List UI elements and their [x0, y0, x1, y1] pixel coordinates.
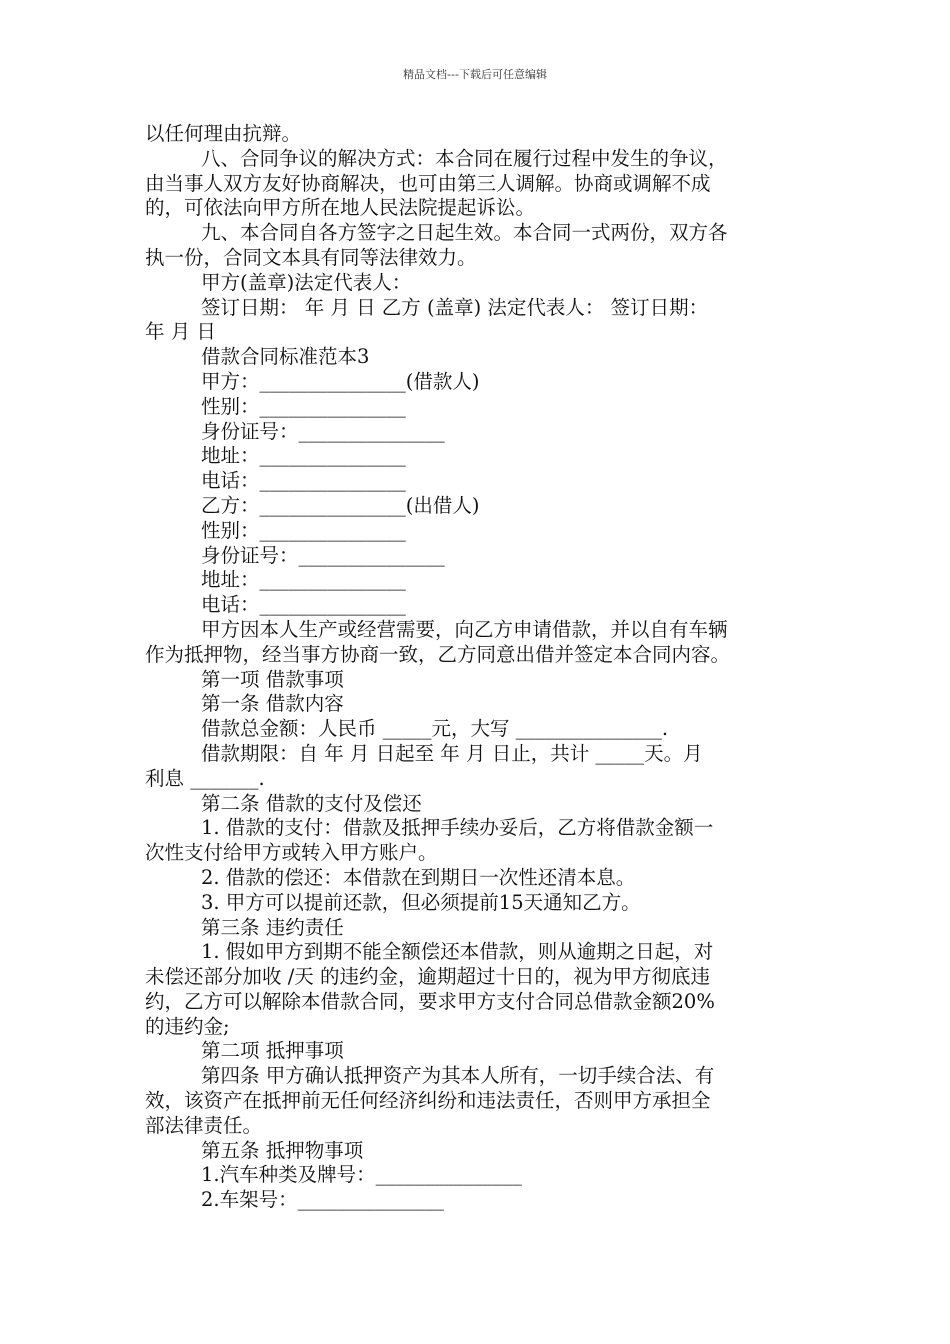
text-line: 未偿还部分加收 /天 的违约金，逾期超过十日的，视为甲方彻底违 [145, 965, 710, 989]
document-body [145, 122, 809, 1213]
form-field-line: 电话：_______________ [201, 469, 406, 493]
text-line: 甲方因本人生产或经营需要，向乙方申请借款，并以自有车辆 [201, 617, 728, 641]
text-line: 九、本合同自各方签字之日起生效。本合同一式两份，双方各 [201, 221, 728, 245]
text-line: 的，可依法向甲方所在地人民法院提起诉讼。 [145, 196, 536, 220]
text-line: 由当事人双方友好协商解决，也可由第三人调解。协商或调解不成 [145, 171, 711, 195]
clause-heading: 第三条 违约责任 [201, 915, 344, 939]
form-field-line: 身份证号：_______________ [201, 419, 445, 443]
text-line: 甲方(盖章)法定代表人： [201, 270, 412, 294]
clause-heading: 第二条 借款的支付及偿还 [201, 791, 422, 815]
text-line: 利息 _______. [145, 766, 265, 790]
form-field-line: 地址：_______________ [201, 444, 406, 468]
text-line: 第四条 甲方确认抵押资产为其本人所有，一切手续合法、有 [201, 1064, 715, 1088]
text-line: 年 月 日 [145, 320, 216, 344]
text-line: 1. 借款的支付：借款及抵押手续办妥后，乙方将借款金额一 [201, 816, 714, 840]
text-line: 借款总金额：人民币 _____元，大写 _______________. [201, 717, 669, 741]
section-heading: 第一项 借款事项 [201, 667, 344, 691]
text-line: 作为抵押物，经当事方协商一致，乙方同意出借并签定本合同内容。 [145, 642, 731, 666]
section-title: 借款合同标准范本3 [201, 345, 370, 369]
page-header: 精品文档---下载后可任意编辑 [403, 68, 547, 81]
text-line: 部法律责任。 [145, 1113, 263, 1137]
form-field-line: 性别：_______________ [201, 518, 406, 542]
text-line: 次性支付给甲方或转入甲方账户。 [145, 841, 438, 865]
form-field-line: 地址：_______________ [201, 568, 406, 592]
text-line: 以任何理由抗辩。 [145, 122, 302, 145]
text-line: 八、合同争议的解决方式：本合同在履行过程中发生的争议， [201, 146, 728, 170]
text-line: 的违约金; [145, 1014, 230, 1038]
text-line: 2. 借款的偿还：本借款在到期日一次性还清本息。 [201, 865, 636, 889]
text-line: 1. 假如甲方到期不能全额偿还本借款，则从逾期之日起，对 [201, 940, 714, 964]
form-field-line: 2.车架号：_______________ [201, 1188, 444, 1212]
text-line: 执一份，合同文本具有同等法律效力。 [145, 245, 477, 269]
clause-heading: 第一条 借款内容 [201, 692, 344, 716]
form-field-line: 1.汽车种类及牌号：_______________ [201, 1163, 522, 1187]
text-line: 效，该资产在抵押前无任何经济纠纷和违法责任，否则甲方承担全 [145, 1089, 711, 1113]
form-field-line: 性别：_______________ [201, 394, 406, 418]
form-field-line: 电话：_______________ [201, 593, 406, 617]
text-line: 借款期限：自 年 月 日起至 年 月 日止，共计 _____天。月 [201, 741, 703, 765]
section-heading: 第二项 抵押事项 [201, 1039, 344, 1063]
form-field-line: 身份证号：_______________ [201, 543, 445, 567]
text-line: 签订日期： 年 月 日 乙方 (盖章) 法定代表人： 签订日期： [201, 295, 709, 319]
text-line: 3. 甲方可以提前还款，但必须提前15天通知乙方。 [201, 890, 641, 914]
text-line: 约，乙方可以解除本借款合同，要求甲方支付合同总借款金额20% [145, 989, 715, 1013]
clause-heading: 第五条 抵押物事项 [201, 1138, 364, 1162]
form-field-line: 甲方：_______________(借款人) [201, 369, 480, 393]
form-field-line: 乙方：_______________(出借人) [201, 493, 480, 517]
